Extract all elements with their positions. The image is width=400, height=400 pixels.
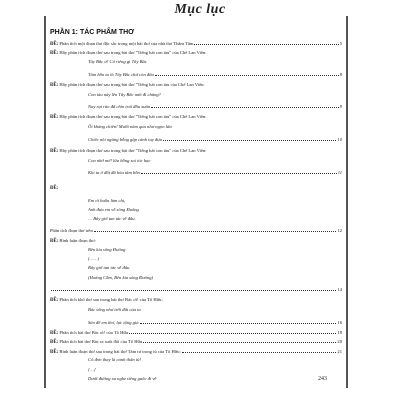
toc-page-number: 9 — [339, 104, 342, 109]
toc-quote-line — [88, 255, 342, 263]
toc-page-number: 18 — [337, 330, 342, 335]
toc-entry — [50, 39, 342, 47]
toc-quote-line — [88, 168, 342, 176]
toc-leader-dots — [143, 337, 336, 343]
toc-page-number: 12 — [337, 228, 342, 233]
toc-entry-body: (……) — [88, 256, 100, 261]
toc-page-number: 16 — [337, 320, 342, 325]
toc-quote-line — [88, 197, 342, 205]
toc-entry-text — [50, 296, 163, 304]
toc-entry-body: Phân tích khổ thơ sau trong bài thơ Bác ơi! của Tố Hữu: — [59, 297, 163, 302]
toc-entry-body: Sáo đế em thơ, lực tộng giả — [88, 320, 139, 325]
toc-entry-label: ĐỀ: — [50, 298, 59, 303]
toc-entry — [50, 285, 342, 293]
toc-quote-line — [88, 356, 342, 364]
toc-page-number: 21 — [337, 349, 342, 354]
toc-entry-body: Hãy phân tích đoạn thơ sau trong bài thơ "Tiếng hát con tàu" của Chế Lan Viên: — [59, 148, 207, 153]
toc-page-number: 5 — [339, 41, 342, 46]
toc-entry-text — [50, 147, 207, 155]
toc-entry-body: Bác sống như trời đất của ta — [88, 307, 141, 312]
toc-leader-dots — [141, 168, 337, 174]
toc-entry — [50, 49, 342, 57]
toc-entry-text — [88, 264, 129, 272]
toc-entry-body: Bình luận đoạn thơ: — [59, 238, 96, 243]
toc-quote-line — [88, 58, 342, 66]
toc-leader-dots — [51, 285, 336, 291]
toc-entry-body: Bên kia sông Đuống — [88, 247, 126, 252]
toc-leader-dots — [151, 102, 339, 108]
toc-quote-line — [88, 215, 342, 223]
toc-entry-body: Dưới đường xa nghe tiếng guốc đi về — [88, 376, 157, 381]
toc-entry-body: Con tàu này lên Tây Bắc anh đi chăng? — [88, 92, 161, 97]
toc-entry — [50, 147, 342, 155]
toc-entry-text — [50, 348, 181, 355]
toc-entry-body: Khi ta ở đất đã hóa tâm hồn — [88, 170, 140, 175]
toc-entry-body: […] — [88, 367, 96, 372]
toc-entry-body: Chiếc nôi ngừng bỗng gặp cánh tay đưa — [88, 137, 163, 142]
toc-page-number: 11 — [337, 170, 342, 175]
toc-entry-text — [88, 366, 96, 374]
toc-quote-line — [88, 206, 342, 214]
toc-leader-dots — [182, 347, 337, 353]
toc-entry-body: Phân tích bài thơ Bác ra suốt đổi của Tố Hữu — [59, 339, 143, 344]
section-heading: PHẦN 1: TÁC PHẨM THƠ — [50, 29, 135, 36]
toc-entry — [50, 81, 342, 89]
toc-entry-body: Phân tích một đoạn thơ đặc sắc trong một bài thơ của nhà thơ Thâm Tâm — [59, 41, 194, 46]
toc-entry-label: ĐỀ: — [50, 149, 59, 154]
toc-entry — [50, 296, 342, 304]
toc-entry-text — [50, 40, 193, 47]
toc-entry-text — [88, 197, 125, 205]
toc-entry-text — [88, 71, 154, 78]
toc-quote-line — [88, 366, 342, 374]
toc-page-number: 10 — [337, 137, 342, 142]
toc-entry-body: Hãy phân tích đoạn thơ sau trong bài thơ "Tiếng hát con tàu của Chế Lan Viên: — [59, 82, 205, 87]
toc-quote-line — [88, 274, 342, 282]
toc-entry-body: … Bây giờ tan tác về đâu. — [88, 216, 136, 221]
toc-entry — [50, 226, 342, 234]
toc-entry-label: ĐỀ: — [50, 51, 59, 56]
toc-entry-label: ĐỀ: — [50, 42, 59, 47]
toc-entry-text — [88, 215, 136, 223]
toc-entry — [50, 184, 342, 192]
toc-page-number: 14 — [337, 287, 342, 292]
toc-leader-dots — [194, 39, 338, 45]
toc-entry-body: Nay rạt rào đã chín trái đầu xuân — [88, 104, 151, 109]
toc-quote-line — [88, 91, 342, 99]
toc-entry-text — [50, 81, 205, 89]
page-title: Mục lục — [174, 2, 226, 17]
toc-entry — [50, 328, 342, 336]
toc-quote-line — [88, 102, 342, 110]
toc-entry-text — [88, 356, 141, 364]
toc-leader-dots — [155, 70, 339, 76]
toc-entry-label: ĐỀ: — [50, 331, 59, 336]
toc-entry-text — [88, 91, 161, 99]
toc-entry-text — [88, 157, 151, 165]
toc-leader-dots — [163, 135, 336, 141]
toc-quote-line — [88, 264, 342, 272]
toc-entry-body: Bây giờ tan tác về đâu — [88, 265, 130, 270]
toc-entry-text — [88, 306, 141, 314]
toc-entry — [50, 337, 342, 345]
toc-entry-body: Tâm hồn ta là Tây Bắc chứ còn đâu — [88, 72, 154, 77]
toc-entry-text — [88, 206, 139, 214]
toc-leader-dots — [140, 318, 337, 324]
toc-quote-line — [88, 135, 342, 143]
toc-entry-label: ĐỀ: — [50, 239, 59, 244]
toc-entry-text — [50, 237, 96, 245]
page-number: 243 — [318, 376, 327, 382]
toc-quote-line — [88, 246, 342, 254]
toc-entry-text — [50, 338, 142, 345]
toc-entry-text — [50, 49, 207, 57]
toc-entry-text — [50, 184, 58, 192]
toc-leader-dots — [94, 226, 337, 232]
toc-entry-body: Cô đơn thay là cảnh thân tù! — [88, 357, 141, 362]
toc-entry-text — [50, 329, 128, 336]
toc-entry-text — [88, 58, 147, 66]
toc-quote-line — [88, 318, 342, 326]
toc-entry-body: Em ơi buồn làm chi, — [88, 198, 126, 203]
toc-entry-body: Tây Bắc ư! Có riêng gì Tây Bắc — [88, 59, 147, 64]
toc-entry — [50, 237, 342, 245]
toc-entry-body: (Hoàng Cầm, Bên kia sông Đuống) — [88, 275, 154, 280]
toc-entry-label: ĐỀ: — [50, 186, 59, 191]
toc-entry-body: Hãy phân tích đoạn thơ sau trong bài thơ "Tiếng hát con tàu" của Chế Lan Viên: — [59, 114, 207, 119]
toc-entry — [50, 347, 342, 355]
toc-entry-text — [88, 169, 140, 176]
toc-entry-body: Bình luận đoạn thơ sau trong bài thơ Tâm tư trong tù của Tố Hữu: — [59, 349, 181, 354]
toc-entry — [50, 113, 342, 121]
toc-entry-text — [88, 103, 150, 110]
toc-page-number: 20 — [337, 339, 342, 344]
toc-entry-label: ĐỀ: — [50, 350, 59, 355]
toc-entry-body: Con nhớ mế! lửa hồng soi tóc bạc — [88, 158, 151, 163]
toc-entry-body: Phân tích đoạn thơ trên — [50, 228, 93, 233]
toc-entry-label: ĐỀ: — [50, 340, 59, 345]
toc-quote-line — [88, 375, 342, 383]
toc-entry-text — [88, 319, 139, 326]
toc-entry-body: Phân tích bài thơ Bác ơi! của Tố Hữu — [59, 330, 129, 335]
toc-entry-text — [50, 227, 93, 234]
toc-quote-line — [88, 123, 342, 131]
toc-entry-text — [88, 123, 172, 131]
toc-entry-body: Ôi kháng chiến! Mười năm qua như ngọn lửa — [88, 124, 172, 129]
toc-entry-text — [88, 375, 156, 383]
toc-entry-body: Hãy phân tích đoạn thơ sau trong bài thơ "Tiếng hát con tàu" của Chế Lan Viên: — [59, 50, 207, 55]
toc-quote-line — [88, 157, 342, 165]
toc-quote-line — [88, 306, 342, 314]
toc-entry-text — [88, 136, 162, 143]
toc-entry-body: Anh đưa em về sông Đuống — [88, 207, 139, 212]
toc-entry-text — [88, 246, 125, 254]
toc-entry-text — [50, 113, 207, 121]
toc-page-number: 8 — [339, 72, 342, 77]
toc-quote-line — [88, 70, 342, 78]
toc-entry-label: ĐỀ: — [50, 83, 59, 88]
toc-entry-text — [88, 255, 99, 263]
toc-entry-label: ĐỀ: — [50, 115, 59, 120]
toc-entry-text — [88, 274, 153, 282]
toc-leader-dots — [129, 328, 336, 334]
